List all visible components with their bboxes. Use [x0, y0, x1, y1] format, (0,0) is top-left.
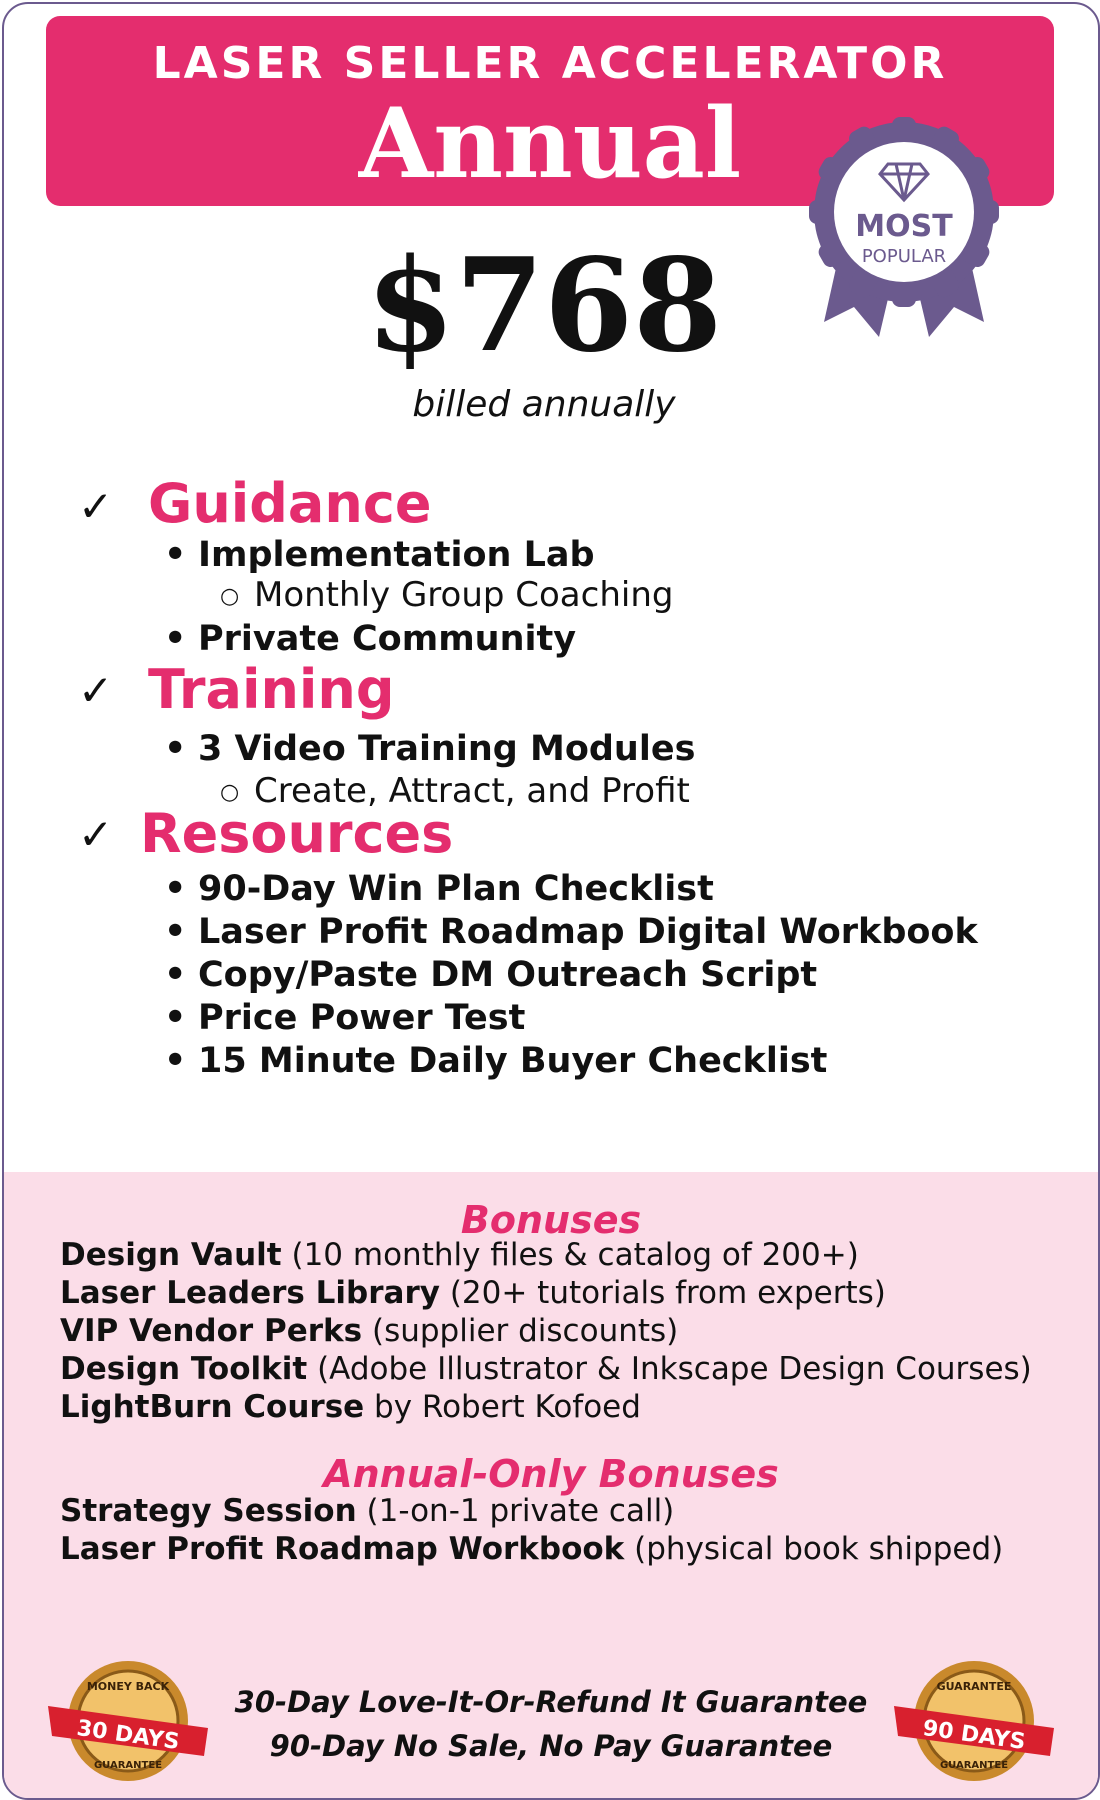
bonus-item: Design Vault (10 monthly files & catalog of 200+) — [60, 1237, 859, 1273]
badge-line1: MOST — [855, 209, 953, 244]
price-amount: $768 — [365, 231, 723, 381]
program-name: LASER SELLER ACCELERATOR — [152, 38, 948, 89]
bonus-item: Laser Leaders Library (20+ tutorials from experts) — [60, 1275, 886, 1311]
bonus-item: Design Toolkit (Adobe Illustrator & Inkscape Design Courses) — [60, 1351, 1032, 1387]
seal-left-days: 30 DAYS — [75, 1715, 181, 1756]
billing-note: billed annually — [412, 384, 676, 425]
list-item: • Laser Profit Roadmap Digital Workbook — [164, 912, 978, 952]
badge-line2: POPULAR — [861, 246, 947, 267]
bonus-item: VIP Vendor Perks (supplier discounts) — [60, 1313, 679, 1349]
bonus-panel — [4, 1172, 1098, 1798]
guarantee-line-1: 30-Day Love-It-Or-Refund It Guarantee — [234, 1685, 868, 1719]
list-item: • Copy/Paste DM Outreach Script — [164, 955, 818, 995]
bonus-item: LightBurn Course by Robert Kofoed — [60, 1389, 641, 1425]
seal-left-top: MONEY BACK — [86, 1680, 170, 1693]
bonus-item: Strategy Session (1-on-1 private call) — [60, 1493, 675, 1529]
seal-left-bottom: GUARANTEE — [93, 1760, 163, 1771]
bonus-item: Laser Profit Roadmap Workbook (physical book shipped) — [60, 1531, 1004, 1567]
plan-title: Annual — [358, 87, 742, 200]
check-icon: ✓ — [78, 666, 114, 715]
list-item: • Private Community — [164, 619, 577, 659]
sub-item: ○ Monthly Group Coaching — [220, 575, 674, 615]
list-item: • Implementation Lab — [164, 535, 595, 575]
sub-item: ○ Create, Attract, and Profit — [220, 771, 690, 811]
list-item: • 3 Video Training Modules — [164, 729, 696, 769]
guarantee-line-2: 90-Day No Sale, No Pay Guarantee — [269, 1729, 833, 1763]
check-icon: ✓ — [78, 810, 114, 859]
bonuses-heading: Bonuses — [460, 1198, 642, 1242]
list-item: • 90-Day Win Plan Checklist — [164, 869, 714, 909]
section-title-guidance: Guidance — [148, 472, 432, 535]
money-back-seal-icon — [48, 1656, 208, 1786]
check-icon: ✓ — [78, 482, 114, 531]
guarantee-seal-icon — [894, 1656, 1054, 1786]
seal-right-bottom: GUARANTEE — [939, 1760, 1009, 1771]
section-title-resources: Resources — [140, 802, 454, 865]
annual-bonuses-heading: Annual-Only Bonuses — [323, 1452, 779, 1496]
section-title-training: Training — [148, 658, 395, 721]
pricing-card — [2, 2, 1100, 1800]
list-item: • Price Power Test — [164, 998, 526, 1038]
list-item: • 15 Minute Daily Buyer Checklist — [164, 1041, 828, 1081]
seal-right-top: GUARANTEE — [936, 1680, 1012, 1693]
seal-right-days: 90 DAYS — [921, 1715, 1027, 1756]
